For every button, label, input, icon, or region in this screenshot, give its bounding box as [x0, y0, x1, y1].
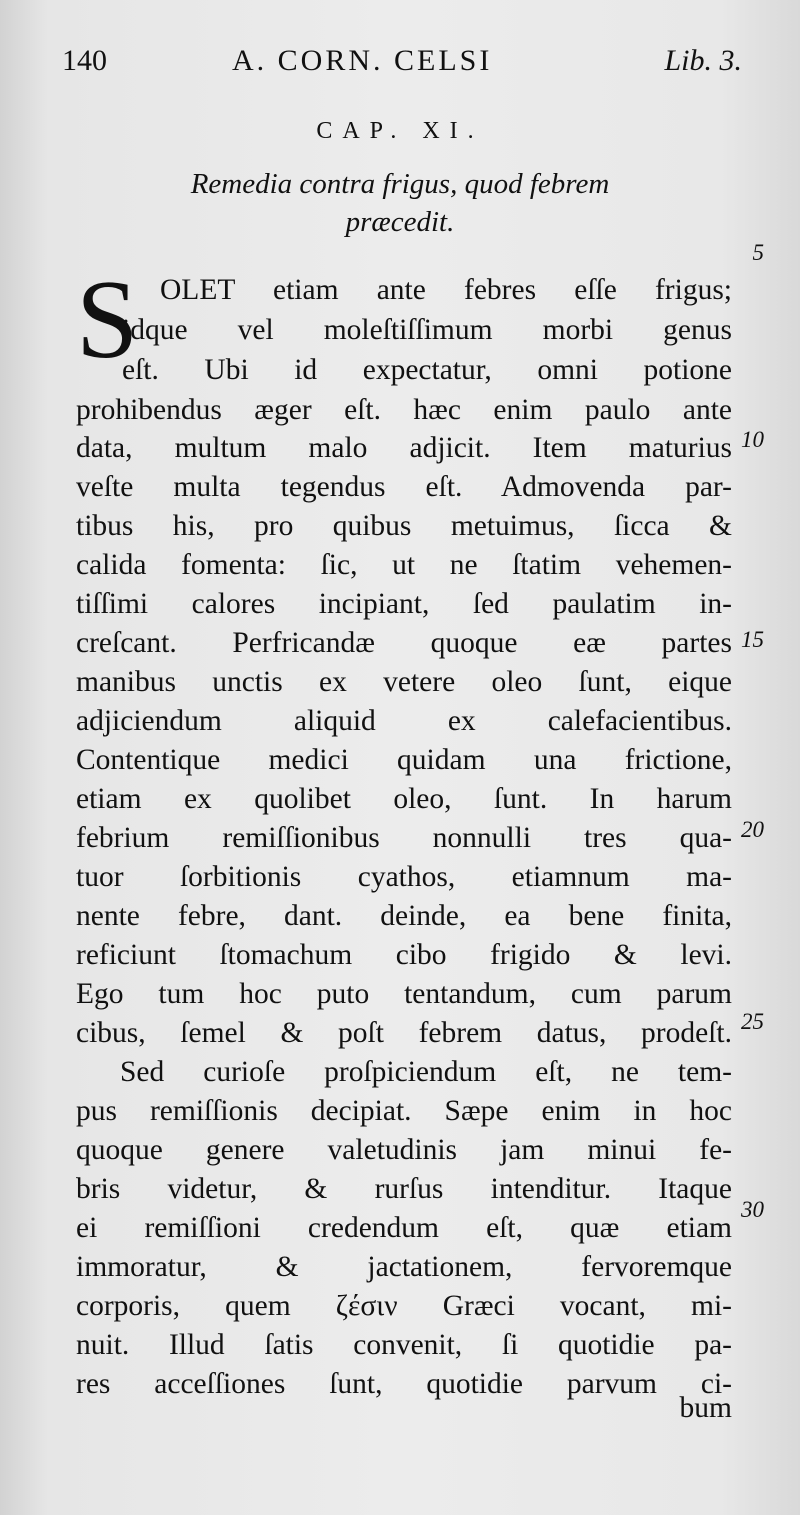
text-line: calida fomenta: ſic, ut ne ſtatim vehemen-	[76, 549, 732, 581]
text-line: veſte multa tegendus eſt. Admovenda par-	[76, 471, 732, 503]
margin-line-number: 25	[741, 1009, 764, 1034]
text-line: febrium remiſſionibus nonnulli tres qua-	[76, 822, 732, 854]
book-number: Lib. 3.	[664, 44, 742, 77]
margin-line-number: 10	[741, 427, 764, 452]
running-header	[62, 40, 742, 90]
text-line: nuit. Illud ſatis convenit, ſi quotidie pa-	[76, 1329, 732, 1361]
text-line: idque vel moleſtiſſimum morbi genus	[122, 314, 732, 346]
margin-line-number: 5	[752, 240, 764, 265]
text-line: eſt. Ubi id expectatur, omni potione	[122, 354, 732, 386]
text-line: adjiciendum aliquid ex calefacientibus.	[76, 705, 732, 737]
text-line: tibus his, pro quibus metuimus, ſicca &	[76, 510, 732, 542]
text-line: manibus unctis ex vetere oleo ſunt, eique	[76, 666, 732, 698]
text-line: data, multum malo adjicit. Item maturius	[76, 432, 732, 464]
text-line: Sed curioſe proſpiciendum eſt, ne tem-	[120, 1056, 732, 1088]
margin-line-number: 15	[741, 627, 764, 652]
text-line: ei remiſſioni credendum eſt, quæ etiam	[76, 1212, 732, 1244]
text-line: Ego tum hoc puto tentandum, cum parum	[76, 978, 732, 1010]
text-line: creſcant. Perfricandæ quoque eæ partes	[76, 627, 732, 659]
subtitle-line-2: præcedit.	[345, 206, 455, 238]
text-line: nente febre, dant. deinde, ea bene finita,	[76, 900, 732, 932]
margin-line-number: 20	[741, 817, 764, 842]
running-title: A. CORN. CELSI	[232, 44, 493, 77]
text-line: reficiunt ſtomachum cibo frigido & levi.	[76, 939, 732, 971]
text-line: immoratur, & jactationem, fervoremque	[76, 1251, 732, 1283]
text-line: etiam ex quolibet oleo, ſunt. In harum	[76, 783, 732, 815]
text-line: bris videtur, & rurſus intenditur. Itaque	[76, 1173, 732, 1205]
text-line: cibus, ſemel & poſt febrem datus, prodeſt.	[76, 1017, 732, 1049]
text-line: tuor ſorbitionis cyathos, etiamnum ma-	[76, 861, 732, 893]
text-line: res acceſſiones ſunt, quotidie parvum ci-	[76, 1368, 732, 1400]
chapter-subtitle	[100, 165, 700, 241]
text-line: prohibendus æger eſt. hæc enim paulo ante	[76, 394, 732, 426]
text-line: tiſſimi calores incipiant, ſed paulatim in-	[76, 588, 732, 620]
text-line: quoque genere valetudinis jam minui fe-	[76, 1134, 732, 1166]
margin-line-number: 30	[741, 1197, 764, 1222]
text-line: pus remiſſionis decipiat. Sæpe enim in hoc	[76, 1095, 732, 1127]
page-number: 140	[62, 44, 107, 77]
chapter-heading: CAP. XI.	[316, 118, 484, 144]
last-word: bum	[679, 1392, 732, 1424]
text-line: Contentique medici quidam una frictione,	[76, 744, 732, 776]
subtitle-line-1: Remedia contra frigus, quod febrem	[190, 168, 610, 200]
text-line: OLET etiam ante febres eſſe frigus;	[160, 274, 732, 306]
drop-cap: S	[76, 258, 139, 382]
text-line: corporis, quem ζέσιν Græci vocant, mi-	[76, 1290, 732, 1322]
